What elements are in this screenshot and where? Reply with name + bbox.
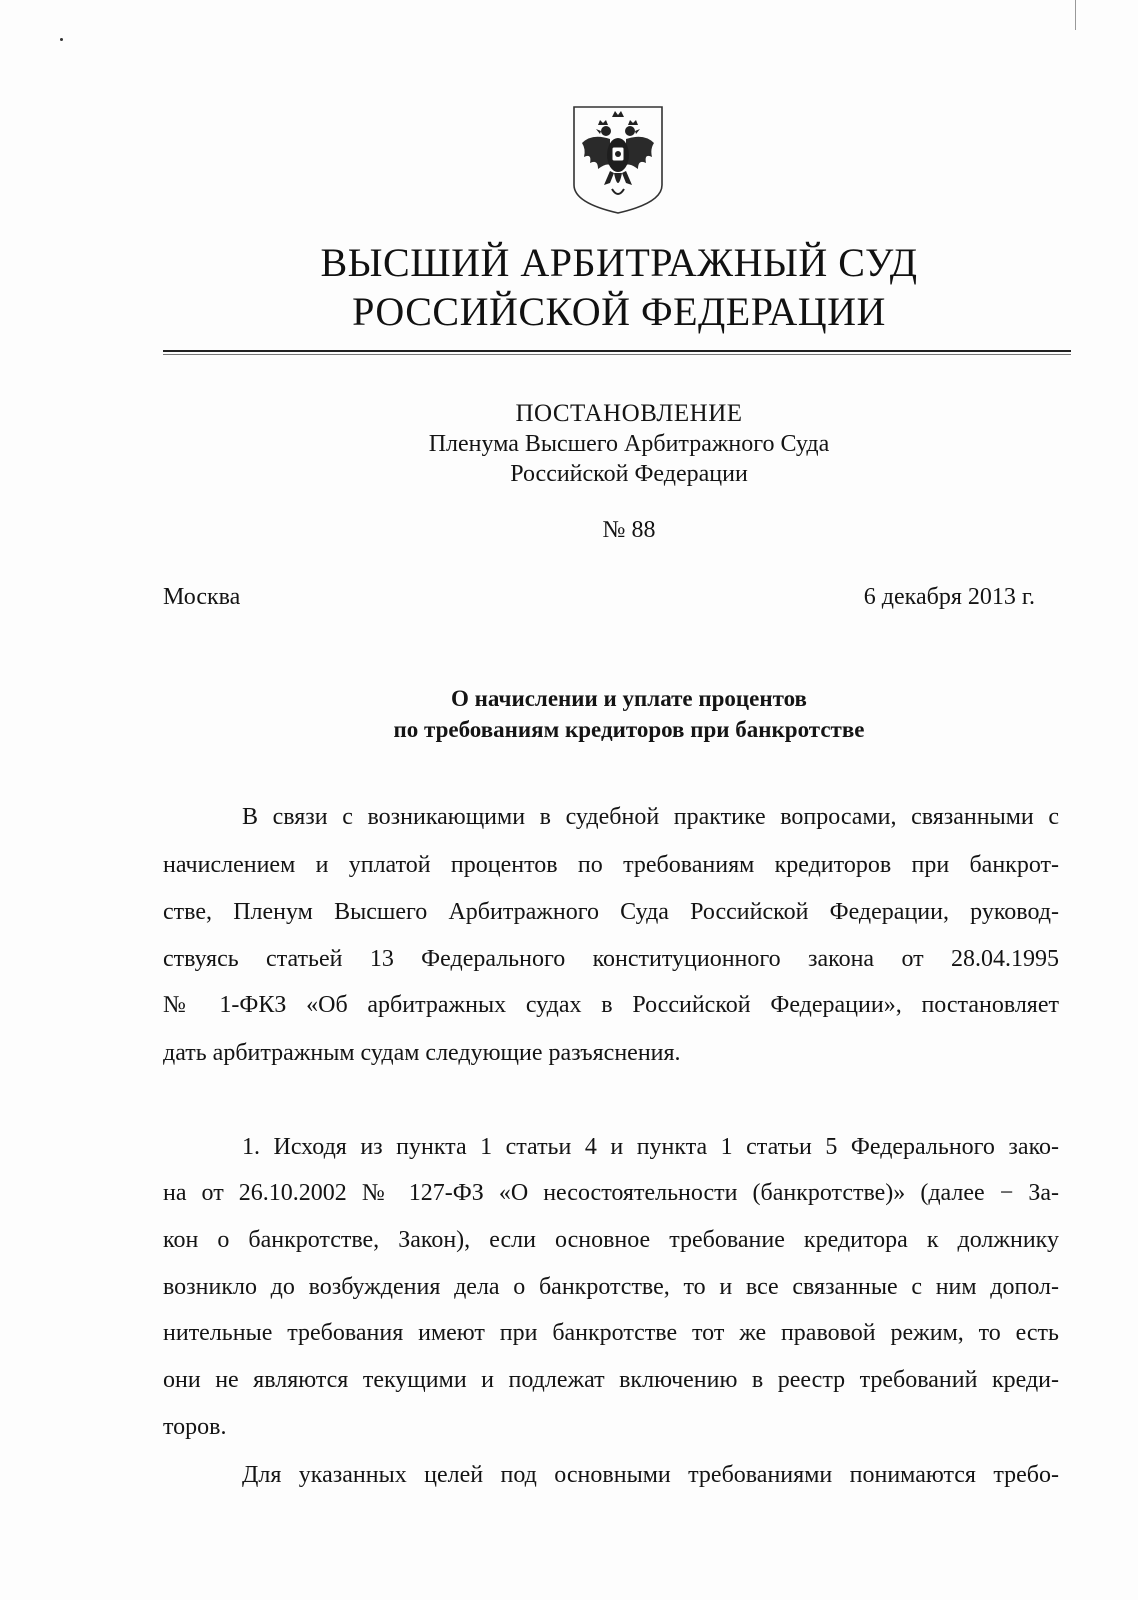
preamble-line: ствуясь статьей 13 Федерального конституционного закона от 28.04.1995 bbox=[163, 946, 1059, 972]
header-divider bbox=[163, 350, 1071, 352]
paragraph-1-line: торов. bbox=[163, 1414, 227, 1440]
scan-speck bbox=[60, 38, 63, 41]
document-number: № 88 bbox=[602, 517, 656, 543]
header-divider-thin bbox=[163, 354, 1071, 355]
paragraph-1-line: нительные требования имеют при банкротстве тот же правовой режим, то есть bbox=[163, 1320, 1059, 1346]
document-title-line-1: О начислении и уплате процентов bbox=[451, 686, 807, 711]
court-name-line-2: РОССИЙСКОЙ ФЕДЕРАЦИИ bbox=[352, 289, 886, 334]
preamble-line: В связи с возникающими в судебной практике вопросами, связанными с bbox=[242, 804, 1059, 830]
coat-of-arms-emblem bbox=[570, 103, 666, 215]
paragraph-1-line: на от 26.10.2002 № 127-ФЗ «О несостоятельности (банкротстве)» (далее − За- bbox=[163, 1180, 1059, 1206]
paragraph-1-line: 1. Исходя из пункта 1 статьи 4 и пункта 1 статьи 5 Федерального зако- bbox=[242, 1134, 1059, 1160]
paragraph-1-line: они не являются текущими и подлежат включению в реестр требований креди- bbox=[163, 1367, 1059, 1393]
preamble-line: стве, Пленум Высшего Арбитражного Суда Российской Федерации, руковод- bbox=[163, 899, 1059, 925]
paragraph-1-line: возникло до возбуждения дела о банкротстве, то и все связанные с ним допол- bbox=[163, 1274, 1059, 1300]
paragraph-2-line: Для указанных целей под основными требованиями понимаются требо- bbox=[242, 1462, 1059, 1488]
preamble-line: дать арбитражным судам следующие разъяснения. bbox=[163, 1040, 681, 1066]
issuer-line-2: Российской Федерации bbox=[510, 461, 748, 487]
scan-edge-line bbox=[1075, 0, 1076, 30]
document-title-line-2: по требованиям кредиторов при банкротстве bbox=[393, 717, 865, 742]
preamble-line: № 1-ФКЗ «Об арбитражных судах в Российской Федерации», постановляет bbox=[163, 992, 1059, 1018]
document-city: Москва bbox=[163, 584, 241, 610]
paragraph-1-line: кон о банкротстве, Закон), если основное требование кредитора к должнику bbox=[163, 1227, 1059, 1253]
preamble-line: начислением и уплатой процентов по требованиям кредиторов при банкрот- bbox=[163, 852, 1059, 878]
court-name-line-1: ВЫСШИЙ АРБИТРАЖНЫЙ СУД bbox=[320, 240, 918, 285]
document-date: 6 декабря 2013 г. bbox=[863, 584, 1035, 610]
document-type: ПОСТАНОВЛЕНИЕ bbox=[515, 400, 743, 427]
issuer-line-1: Пленума Высшего Арбитражного Суда bbox=[428, 431, 830, 457]
